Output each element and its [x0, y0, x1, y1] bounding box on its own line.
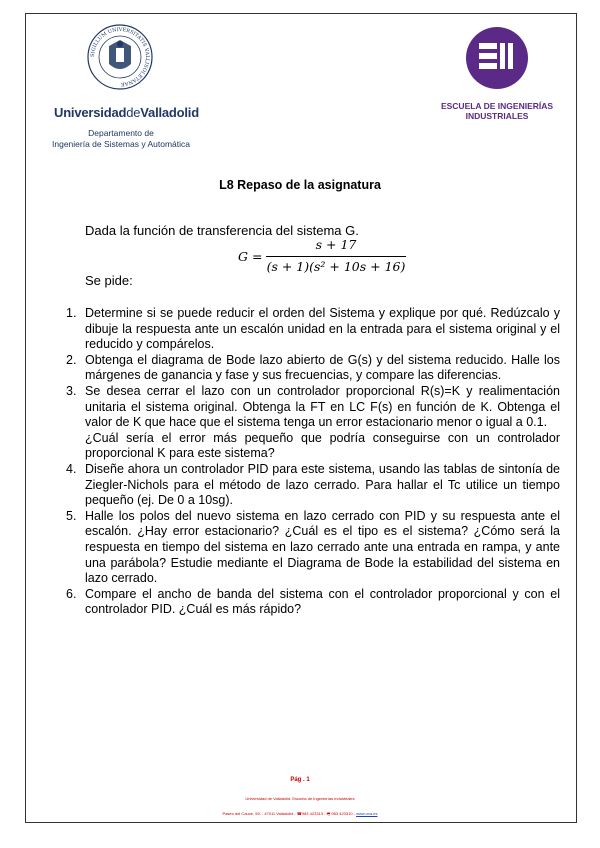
question-number: 1.: [66, 306, 77, 320]
se-pide-label: Se pide:: [85, 273, 133, 288]
school-name: ESCUELA DE INGENIERÍAS INDUSTRIALES: [440, 101, 554, 121]
question-text: Halle los polos del nuevo sistema en lazo cerrado con PID y su respuesta ante el escalón. ¿Hay error estacionario? ¿Cuál es el tipo es el sistema? ¿Cómo será la respuesta en tiempo del sistema en lazo cerrado ante una entrada en rampa, y ante una parábola? Estudie mediante el Diagrama de Bode la estabilidad del sistema en lazo cerrado.: [85, 508, 560, 586]
question-text: Obtenga el diagrama de Bode lazo abierto de G(s) y del sistema reducido. Halle los márgenes de ganancia y fase y sus frecuencias, y compare las diferencias.: [85, 352, 560, 383]
fraction-bar: [266, 256, 406, 257]
department-name: Departamento de Ingeniería de Sistemas y Automática: [52, 128, 190, 149]
footer-address: Paseo del Cauce, 59. - 47011 Valladolid - ☎983 423313 - 🖷 983 423310 - www.uva.es: [222, 811, 378, 816]
question-item: [62, 306, 560, 353]
svg-text:SIGILLUM UNIVERSITATIS VALLISO: SIGILLUM UNIVERSITATIS VALLISOLETANAE: [89, 26, 151, 88]
question-item: [62, 353, 560, 384]
question-text: ¿Cuál sería el error más pequeño que podría conseguirse con un controlador proporcional K para este sistema?: [85, 430, 560, 461]
university-name: UniversidaddeValladolid: [54, 105, 199, 120]
school-logo: [466, 27, 528, 89]
question-item: [62, 509, 560, 587]
question-number: 5.: [66, 508, 77, 523]
formula-numerator: s + 17: [315, 237, 357, 252]
question-text: Diseñe ahora un controlador PID para este sistema, usando las tablas de sintonía de Ziegler-Nichols para el método de lazo cerrado. Para hallar el Tc utilice un tiempo pequeño (ej. De 0 a 10sg).: [85, 461, 560, 508]
page-number: Pág . 1: [290, 777, 310, 783]
university-seal-logo: [87, 24, 153, 90]
question-number: 4.: [66, 461, 77, 476]
question-text: Determine si se puede reducir el orden del Sistema y explique por qué. Redúzcalo y dibuje la respuesta ante un escalón unidad en la entrada para el sistema original y el reducido y compárelos.: [85, 306, 560, 352]
question-number: 2.: [66, 352, 77, 367]
intro-text: Dada la función de transferencia del sistema G.: [85, 223, 359, 238]
question-number: 3.: [66, 383, 77, 398]
question-item: [62, 462, 560, 509]
document-title: L8 Repaso de la asignatura: [219, 178, 381, 192]
question-item: [62, 384, 560, 462]
question-number: 6.: [66, 586, 77, 601]
question-text: Se desea cerrar el lazo con un controlador proporcional R(s)=K y realimentación unitaria el sistema original. Obtenga la FT en LC F(s) en función de K. Obtenga el valor de K que hace que el sistema tenga un error estacionario menor o igual a 0.1.: [85, 383, 560, 430]
question-item: [62, 587, 560, 618]
formula-denominator: (s + 1)(s² + 10s + 16): [266, 259, 406, 274]
formula-lhs: G =: [238, 249, 263, 264]
question-text: Compare el ancho de banda del sistema con el controlador proporcional y con el controlador PID. ¿Cuál es más rápido?: [85, 586, 560, 617]
footer-institution: Universidad de Valladolid. Escuela de Ingenierías Industriales: [245, 796, 355, 801]
question-list: [62, 306, 560, 618]
transfer-function-formula: [238, 237, 418, 277]
footer-website-link[interactable]: www.uva.es: [356, 811, 378, 816]
